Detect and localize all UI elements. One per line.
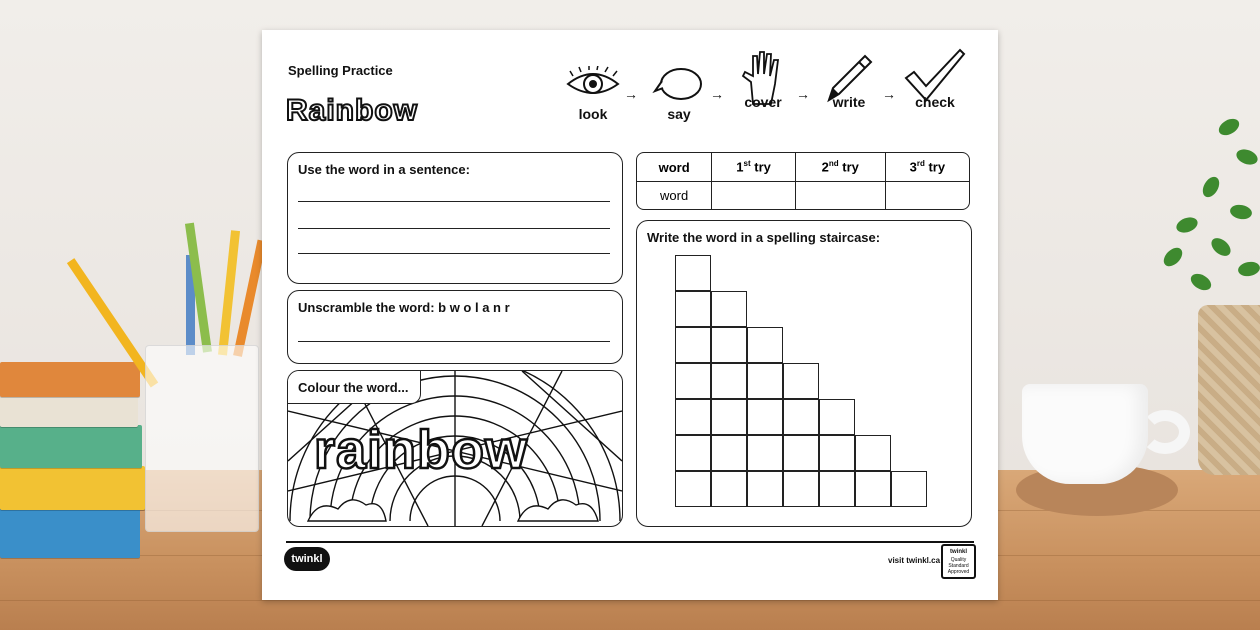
step-check-label: check <box>915 94 955 110</box>
writing-line[interactable] <box>298 341 610 342</box>
staircase-cell[interactable] <box>711 327 747 363</box>
staircase-cell[interactable] <box>711 435 747 471</box>
table-header-cell: word <box>637 153 712 182</box>
staircase-cell[interactable] <box>675 291 711 327</box>
staircase-cell[interactable] <box>783 471 819 507</box>
try-input-cell[interactable] <box>886 182 969 209</box>
visit-link[interactable]: visit twinkl.ca <box>888 556 941 565</box>
arrow-icon: → <box>882 86 896 102</box>
step-check <box>900 66 970 110</box>
spelling-worksheet <box>262 30 998 600</box>
table-header-row <box>637 153 969 182</box>
staircase-cell[interactable] <box>891 471 927 507</box>
staircase-cell[interactable] <box>711 291 747 327</box>
unscramble-box-title: Unscramble the word: b w o l a n r <box>298 300 510 315</box>
writing-line[interactable] <box>298 228 610 229</box>
staircase-cell[interactable] <box>711 399 747 435</box>
staircase-cell[interactable] <box>747 435 783 471</box>
table-row <box>637 182 969 209</box>
tries-table <box>636 152 970 210</box>
step-cover <box>728 66 798 110</box>
staircase-cell[interactable] <box>675 327 711 363</box>
badge-title: twinkl <box>949 549 967 555</box>
step-write-label: write <box>832 94 866 110</box>
step-write <box>814 66 884 110</box>
table-header-cell: 1st try <box>712 153 796 182</box>
eye-icon <box>565 66 621 102</box>
footer-divider <box>286 541 974 543</box>
staircase-cell[interactable] <box>711 471 747 507</box>
staircase-cell[interactable] <box>711 363 747 399</box>
staircase-cell[interactable] <box>747 471 783 507</box>
staircase-cell[interactable] <box>855 471 891 507</box>
staircase-cell[interactable] <box>855 435 891 471</box>
staircase-cell[interactable] <box>675 363 711 399</box>
step-say-label: say <box>667 106 691 122</box>
badge-text: Quality Standard Approved <box>947 557 970 575</box>
staircase-cell[interactable] <box>819 435 855 471</box>
try-input-cell[interactable] <box>796 182 886 209</box>
colour-word[interactable]: rainbow <box>314 420 529 480</box>
unscramble-box <box>287 290 623 364</box>
colour-box-title: Colour the word... <box>298 380 409 395</box>
staircase-cell[interactable] <box>675 255 711 291</box>
try-input-cell[interactable] <box>712 182 796 209</box>
staircase-cell[interactable] <box>747 399 783 435</box>
worksheet-subtitle: Spelling Practice <box>288 63 393 78</box>
staircase-cell[interactable] <box>675 435 711 471</box>
table-header-cell: 3rd try <box>886 153 969 182</box>
table-header-cell: 2nd try <box>796 153 886 182</box>
twinkl-logo: twinkl <box>284 547 330 571</box>
staircase-box-title: Write the word in a spelling staircase: <box>647 230 881 245</box>
staircase-cell[interactable] <box>675 471 711 507</box>
staircase-cell[interactable] <box>819 471 855 507</box>
table-cell: word <box>637 182 712 209</box>
staircase-cell[interactable] <box>675 399 711 435</box>
step-look-label: look <box>578 106 608 122</box>
staircase-cell[interactable] <box>747 327 783 363</box>
writing-line[interactable] <box>298 201 610 202</box>
worksheet-word-title: Rainbow <box>286 94 418 127</box>
staircase-cell[interactable] <box>783 399 819 435</box>
staircase-cell[interactable] <box>747 363 783 399</box>
colour-box <box>287 370 623 527</box>
writing-line[interactable] <box>298 253 610 254</box>
quality-badge <box>941 544 976 579</box>
step-cover-label: cover <box>744 94 782 110</box>
arrow-icon: → <box>624 86 638 102</box>
sentence-box-title: Use the word in a sentence: <box>298 162 470 177</box>
look-say-cover-write-check <box>558 66 988 146</box>
speech-bubble-icon <box>651 66 707 102</box>
arrow-icon: → <box>796 86 810 102</box>
step-say <box>644 66 714 122</box>
staircase-cell[interactable] <box>783 435 819 471</box>
step-look <box>558 66 628 122</box>
staircase-box <box>636 220 972 527</box>
staircase-cell[interactable] <box>783 363 819 399</box>
staircase-cell[interactable] <box>819 399 855 435</box>
arrow-icon: → <box>710 86 724 102</box>
sentence-box <box>287 152 623 284</box>
